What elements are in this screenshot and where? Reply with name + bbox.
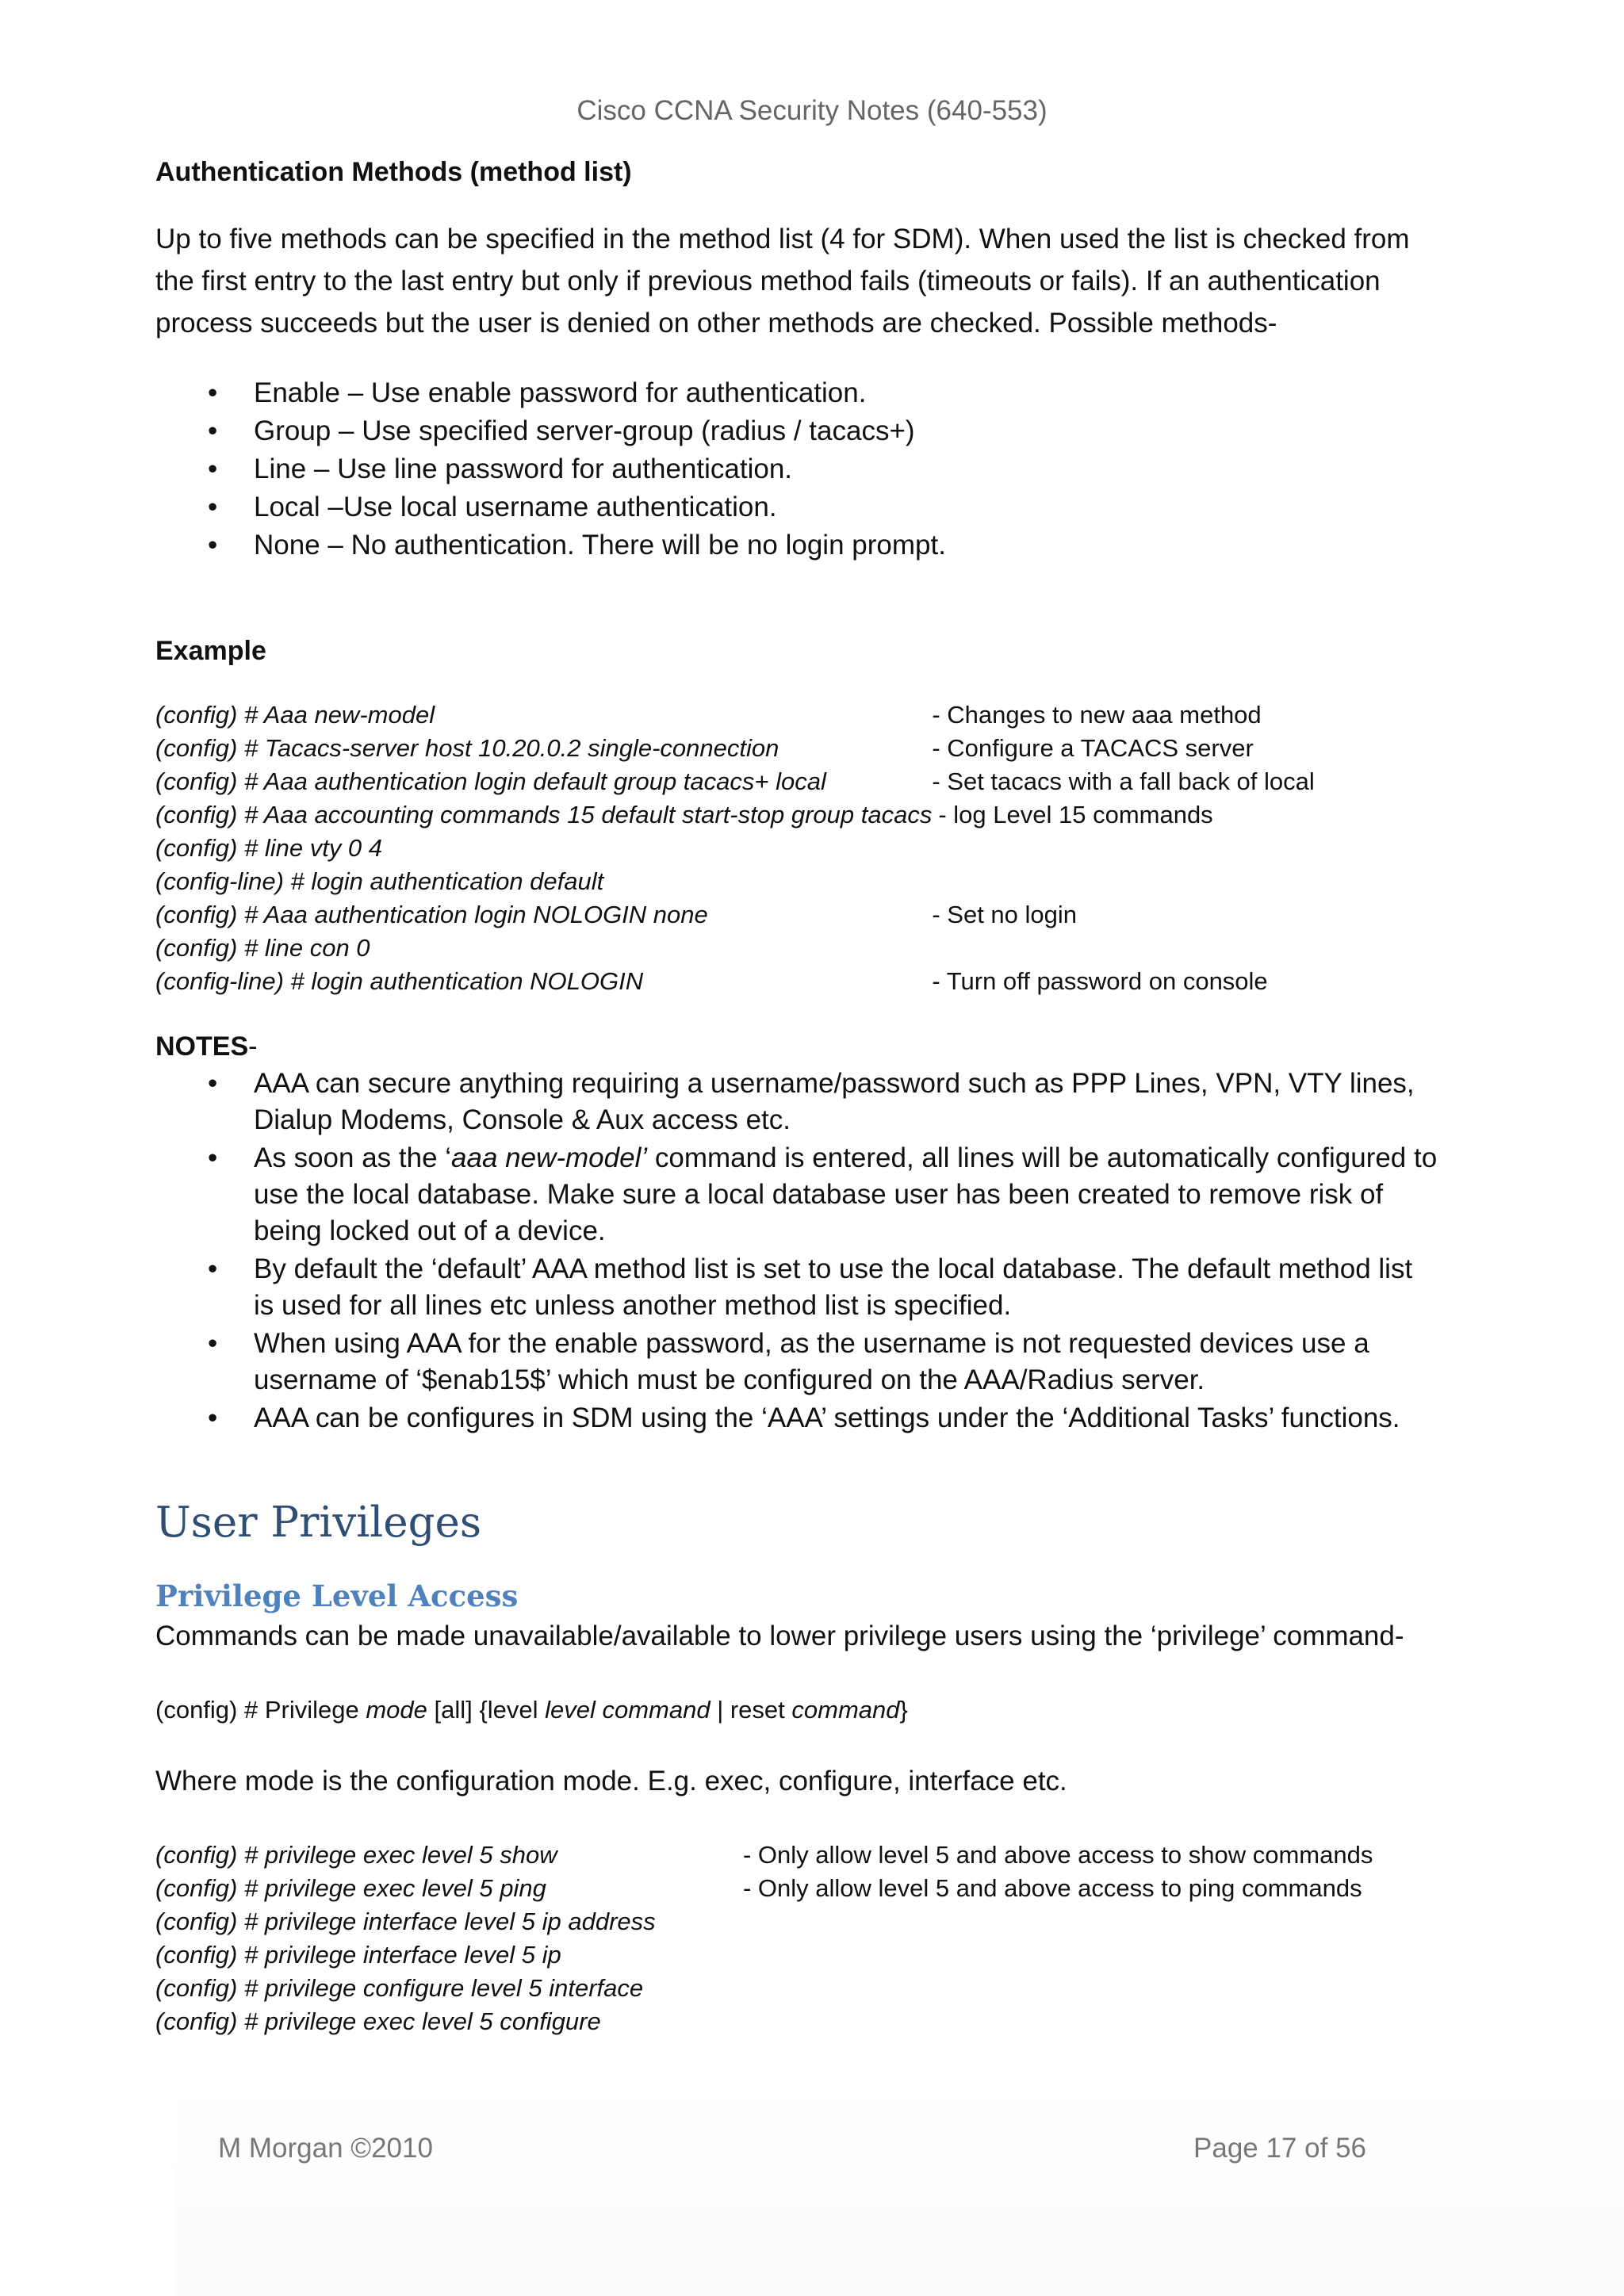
bullet-icon: • <box>208 530 218 561</box>
table-row: (config) # line vty 0 4 <box>155 834 383 862</box>
table-row: (config) # Tacacs-server host 10.20.0.2 single-connection - Configure a TACACS server <box>155 734 1254 762</box>
example-heading: Example <box>155 636 266 666</box>
list-item: • AAA can secure anything requiring a username/password such as PPP Lines, VPN, VTY lines, Dialup Modems, Console & Aux access etc. <box>155 1066 1440 1138</box>
notes-list <box>155 1066 1440 1437</box>
table-row: (config) # Aaa accounting commands 15 default start-stop group tacacs - log Level 15 commands <box>155 801 1213 828</box>
table-row: (config) # line con 0 <box>155 934 370 962</box>
notes-heading: NOTES- <box>155 1031 258 1062</box>
auth-methods-intro: Up to five methods can be specified in the method list (4 for SDM). When used the list is checked from the first entry to the last entry but only if previous method fails (timeouts or fails). If an authentication process succeeds but the user is denied on other methods are checked. Possible methods- <box>155 224 1410 339</box>
bullet-icon: • <box>208 1142 218 1173</box>
table-row: (config) # privilege exec level 5 configure <box>155 2007 601 2035</box>
table-row: (config-line) # login authentication NOLOGIN - Turn off password on console <box>155 967 1268 995</box>
page-header: Cisco CCNA Security Notes (640-553) <box>576 95 1048 126</box>
table-row: (config) # Aaa authentication login NOLOGIN none - Set no login <box>155 901 1078 928</box>
methods-list <box>155 374 1440 564</box>
footer-author: M Morgan ©2010 <box>218 2133 433 2164</box>
list-item: • Enable – Use enable password for authentication. <box>155 374 1440 412</box>
bullet-icon: • <box>208 1402 218 1433</box>
page-footer <box>218 2133 1366 2164</box>
footer-page-number: Page 17 of 56 <box>1193 2133 1366 2164</box>
section-title: User Privileges <box>155 1498 482 1547</box>
bullet-icon: • <box>208 492 218 522</box>
table-row: (config) # privilege exec level 5 ping - Only allow level 5 and above access to ping commands <box>155 1874 1362 1902</box>
list-item: • By default the ‘default’ AAA method list is set to use the local database. The default method list is used for all lines etc unless another method list is specified. <box>155 1251 1440 1324</box>
page-content <box>155 155 1440 2038</box>
example-config-table <box>155 698 1315 998</box>
table-row: (config) # privilege interface level 5 ip address <box>155 1908 656 1935</box>
page-shadow <box>174 2077 1624 2296</box>
list-item: • Group – Use specified server-group (radius / tacacs+) <box>155 412 1440 450</box>
list-item: • Local –Use local username authentication. <box>155 488 1440 526</box>
table-row: (config) # Aaa authentication login default group tacacs+ local - Set tacacs with a fall back of local <box>155 767 1315 795</box>
table-row: (config) # privilege exec level 5 show - Only allow level 5 and above access to show commands <box>155 1841 1373 1869</box>
bullet-icon: • <box>208 377 218 408</box>
list-item: • AAA can be configures in SDM using the ‘AAA’ settings under the ‘Additional Tasks’ functions. <box>155 1400 1440 1437</box>
list-item: • None – No authentication. There will be no login prompt. <box>155 526 1440 564</box>
table-row: (config-line) # login authentication default <box>155 867 604 895</box>
mode-note: Where mode is the configuration mode. E.g. exec, configure, interface etc. <box>155 1766 1067 1797</box>
list-item: • When using AAA for the enable password, as the username is not requested devices use a username of ‘$enab15$’ which must be configured on the AAA/Radius server. <box>155 1326 1440 1399</box>
list-item: • As soon as the ‘aaa new-model’ command is entered, all lines will be automatically configured to use the local database. Make sure a local database user has been created to remove risk of being locked out of a device. <box>155 1140 1440 1249</box>
bullet-icon: • <box>208 1328 218 1359</box>
bullet-icon: • <box>208 1253 218 1284</box>
privileges-intro: Commands can be made unavailable/available to lower privilege users using the ‘privilege’ command- <box>155 1621 1404 1651</box>
subsection-title: Privilege Level Access <box>155 1578 519 1613</box>
table-row: (config) # privilege configure level 5 interface <box>155 1974 644 2002</box>
table-row: (config) # privilege interface level 5 ip <box>155 1941 561 1969</box>
list-item: • Line – Use line password for authentication. <box>155 450 1440 488</box>
bullet-icon: • <box>208 415 218 446</box>
privilege-syntax: (config) # Privilege mode [all] {level level command | reset command} <box>155 1696 908 1724</box>
auth-methods-heading: Authentication Methods (method list) <box>155 157 632 187</box>
bullet-icon: • <box>208 1068 218 1099</box>
table-row: (config) # Aaa new-model - Changes to new aaa method <box>155 701 1262 729</box>
privilege-config-table <box>155 1839 1373 2038</box>
bullet-icon: • <box>208 453 218 484</box>
